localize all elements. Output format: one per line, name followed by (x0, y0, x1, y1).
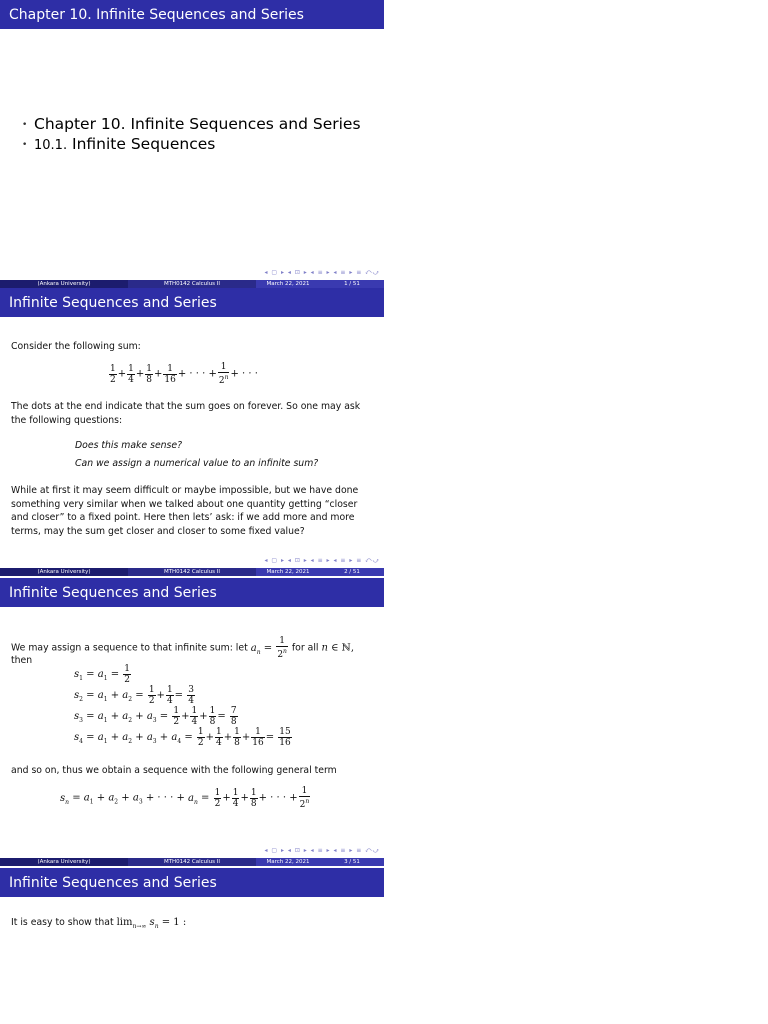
paragraph: We may assign a sequence to that infinite sum: let $a_n$ = $\frac{1}{2^n}$ for all n ∈ ℕ, (11, 636, 355, 660)
beamer-navigation-icons[interactable]: ◂ ▢ ▸ ◂ ⊡ ▸ ◂ ≡ ▸ ◂ ≡ ▸ ≡ ⤺⤻ (264, 847, 380, 854)
question: Can we assign a numerical value to an infinite sum? (75, 458, 319, 469)
footer-author: (Ankara University) (0, 568, 128, 576)
slide-4 (0, 868, 384, 1024)
equation-s1: $s_1 = a_1$ = $\frac{1}{2}$ (74, 664, 130, 685)
frame-title: Infinite Sequences and Series (0, 868, 384, 897)
toc-label: Infinite Sequences (72, 135, 216, 153)
equation-s3: $s_3 = a_1 + a_2 + a_3$ = $\frac{1}{2}$ + $\frac{1}{4}$ + $\frac{1}{8}$ = $\frac{7}{8}$ (74, 706, 237, 727)
bullet-icon: • (22, 120, 28, 130)
slide-3 (0, 578, 384, 868)
footline (0, 568, 384, 576)
footer-date: March 22, 2021 (266, 569, 310, 575)
slide-1 (0, 0, 384, 288)
bullet-icon: • (22, 140, 28, 150)
slide-2 (0, 288, 384, 578)
paragraph: While at first it may seem difficult or maybe impossible, but we have done something very similar when we talked about one quantity getting “closer and closer” to a fixed point. Here then lets’ ask: if we add more and more terms, may the sum get closer and closer to some fixed value? (11, 485, 359, 537)
question: Does this make sense? (75, 440, 183, 451)
paragraph: and so on, thus we obtain a sequence with the following general term (11, 765, 337, 776)
paragraph: The dots at the end indicate that the sum goes on forever. So one may ask the following questions: (11, 401, 361, 426)
frame-title: Infinite Sequences and Series (0, 288, 384, 317)
footline (0, 858, 384, 866)
footer-author: (Ankara University) (0, 280, 128, 288)
beamer-navigation-icons[interactable]: ◂ ▢ ▸ ◂ ⊡ ▸ ◂ ≡ ▸ ◂ ≡ ▸ ≡ ⤺⤻ (264, 269, 380, 276)
footer-course: MTH0142 Calculus II (128, 858, 256, 866)
footer-date: March 22, 2021 (266, 859, 310, 865)
footline (0, 280, 384, 288)
footer-course: MTH0142 Calculus II (128, 568, 256, 576)
frame-title: Infinite Sequences and Series (0, 578, 384, 607)
paragraph: then (11, 655, 33, 666)
paragraph: It is easy to show that $\lim_{n\to\infty} s_n = 1$ : (11, 917, 187, 930)
series-equation: $\frac{1}{2}$ + $\frac{1}{4}$ + $\frac{1}{8}$ + $\frac{1}{16}$ + · · · + $\frac{1}{2^n}$ + · · · (110, 362, 258, 386)
footer-course: MTH0142 Calculus II (128, 280, 256, 288)
toc-item-section[interactable] (22, 135, 215, 153)
equation-s2: $s_2 = a_1 + a_2$ = $\frac{1}{2}$ + $\frac{1}{4}$ = $\frac{3}{4}$ (74, 685, 194, 706)
footer-author: (Ankara University) (0, 858, 128, 866)
toc-label: Chapter 10. Infinite Sequences and Series (34, 115, 361, 133)
toc-item-chapter[interactable] (22, 115, 361, 133)
paragraph: Consider the following sum: (11, 341, 141, 352)
beamer-navigation-icons[interactable]: ◂ ▢ ▸ ◂ ⊡ ▸ ◂ ≡ ▸ ◂ ≡ ▸ ≡ ⤺⤻ (264, 557, 380, 564)
equation-s4: $s_4 = a_1 + a_2 + a_3 + a_4$ = $\frac{1}{2}$ + $\frac{1}{4}$ + $\frac{1}{8}$ + $\frac{1}{16}$ = $\frac{15}{16}$ (74, 727, 291, 748)
footer-page: 3 / 51 (344, 859, 360, 865)
footer-date: March 22, 2021 (266, 281, 310, 287)
equation-sn: $s_n = a_1 + a_2 + a_3$ + · · · + $a_n$ = $\frac{1}{2}$ + $\frac{1}{4}$ + $\frac{1}{8}$ + · · · + $\frac{1}{2^n}$ (60, 786, 310, 810)
frame-title: Chapter 10. Infinite Sequences and Series (0, 0, 384, 29)
footer-page: 1 / 51 (344, 281, 360, 287)
footer-page: 2 / 51 (344, 569, 360, 575)
toc-number: 10.1. (34, 138, 68, 153)
